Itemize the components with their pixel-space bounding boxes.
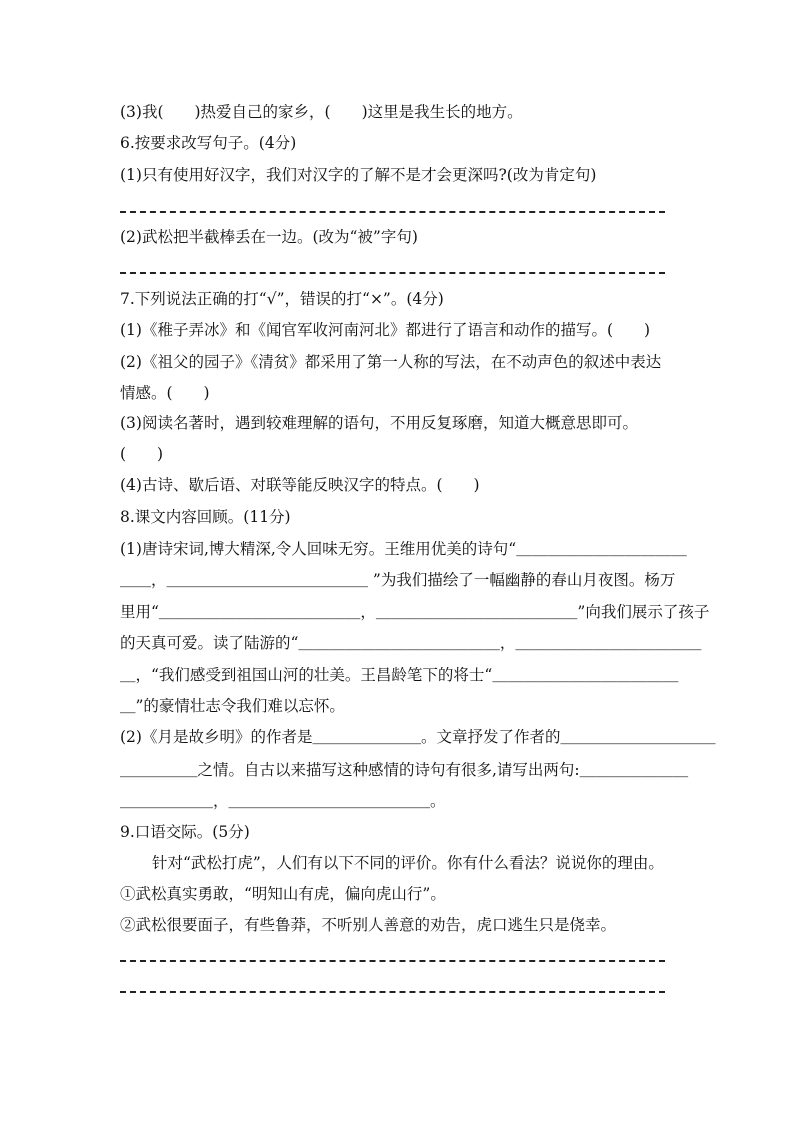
answer-line-q6-1[interactable] <box>120 211 665 213</box>
q6-item-2: (2)武松把半截棒丢在一边。(改为“被”字句) <box>120 228 418 246</box>
q8-item-1-line-4: 的天真可爱。读了陆游的“＿＿＿＿＿＿＿＿＿＿＿＿＿，＿＿＿＿＿＿＿＿＿＿＿＿ <box>120 634 702 652</box>
q7-item-2-cont: 情感。( ) <box>120 384 210 402</box>
q7-heading: 7.下列说法正确的打“√”，错误的打“×”。(4分) <box>120 290 444 308</box>
q8-heading: 8.课文内容回顾。(11分) <box>120 508 291 526</box>
q7-item-3-cont: ( ) <box>120 445 164 463</box>
q7-item-4: (4)古诗、歇后语、对联等能反映汉字的特点。( ) <box>120 476 480 494</box>
answer-line-q6-2[interactable] <box>120 272 665 274</box>
q7-item-1: (1)《稚子弄冰》和《闻官军收河南河北》都进行了语言和动作的描写。( ) <box>120 321 651 339</box>
q9-option-2: ②武松很要面子，有些鲁莽，不听别人善意的劝告，虎口逃生只是侥幸。 <box>120 916 617 934</box>
q7-item-2: (2)《祖父的园子》《清贫》都采用了第一人称的写法，在不动声色的叙述中表达 <box>120 353 662 371</box>
q8-item-1-line-3: 里用“＿＿＿＿＿＿＿＿＿＿＿＿＿，＿＿＿＿＿＿＿＿＿＿＿＿＿”向我们展示了孩子 <box>120 603 710 621</box>
q9-heading: 9.口语交际。(5分) <box>120 823 250 841</box>
q9-option-1: ①武松真实勇敢，“明知山有虎，偏向虎山行”。 <box>120 885 446 903</box>
answer-line-q9-2[interactable] <box>120 991 665 993</box>
q8-item-2-line-3: ＿＿＿＿＿＿，＿＿＿＿＿＿＿＿＿＿＿＿＿。 <box>120 792 446 810</box>
q8-item-2-line-2: ＿＿＿＿＿之情。自古以来描写这种感情的诗句有很多,请写出两句:＿＿＿＿＿＿＿ <box>120 761 689 779</box>
q8-item-1-line-1: (1)唐诗宋词,博大精深,令人回味无穷。王维用优美的诗句“＿＿＿＿＿＿＿＿＿＿＿ <box>120 540 687 558</box>
q8-item-2-line-1: (2)《月是故乡明》的作者是＿＿＿＿＿＿＿。文章抒发了作者的＿＿＿＿＿＿＿＿＿＿ <box>120 728 716 746</box>
answer-line-q9-1[interactable] <box>120 960 665 962</box>
q8-item-1-line-5: ＿，“我们感受到祖国山河的壮美。王昌龄笔下的将士“＿＿＿＿＿＿＿＿＿＿＿＿ <box>120 666 679 684</box>
q6-item-1: (1)只有使用好汉字，我们对汉字的了解不是才会更深吗?(改为肯定句) <box>120 166 597 184</box>
q5-item-3: (3)我( )热爱自己的家乡，( )这里是我生长的地方。 <box>120 103 523 121</box>
q9-prompt: 针对“武松打虎”，人们有以下不同的评价。你有什么看法？说说你的理由。 <box>152 854 664 872</box>
q7-item-3: (3)阅读名著时，遇到较难理解的语句，不用反复琢磨，知道大概意思即可。 <box>120 414 638 432</box>
q8-item-1-line-2: ＿＿，＿＿＿＿＿＿＿＿＿＿＿＿＿ ”为我们描绘了一幅幽静的春山月夜图。杨万 <box>120 571 676 589</box>
q8-item-1-line-6: ＿”的豪情壮志令我们难以忘怀。 <box>120 697 345 715</box>
q6-heading: 6.按要求改写句子。(4分) <box>120 134 297 152</box>
